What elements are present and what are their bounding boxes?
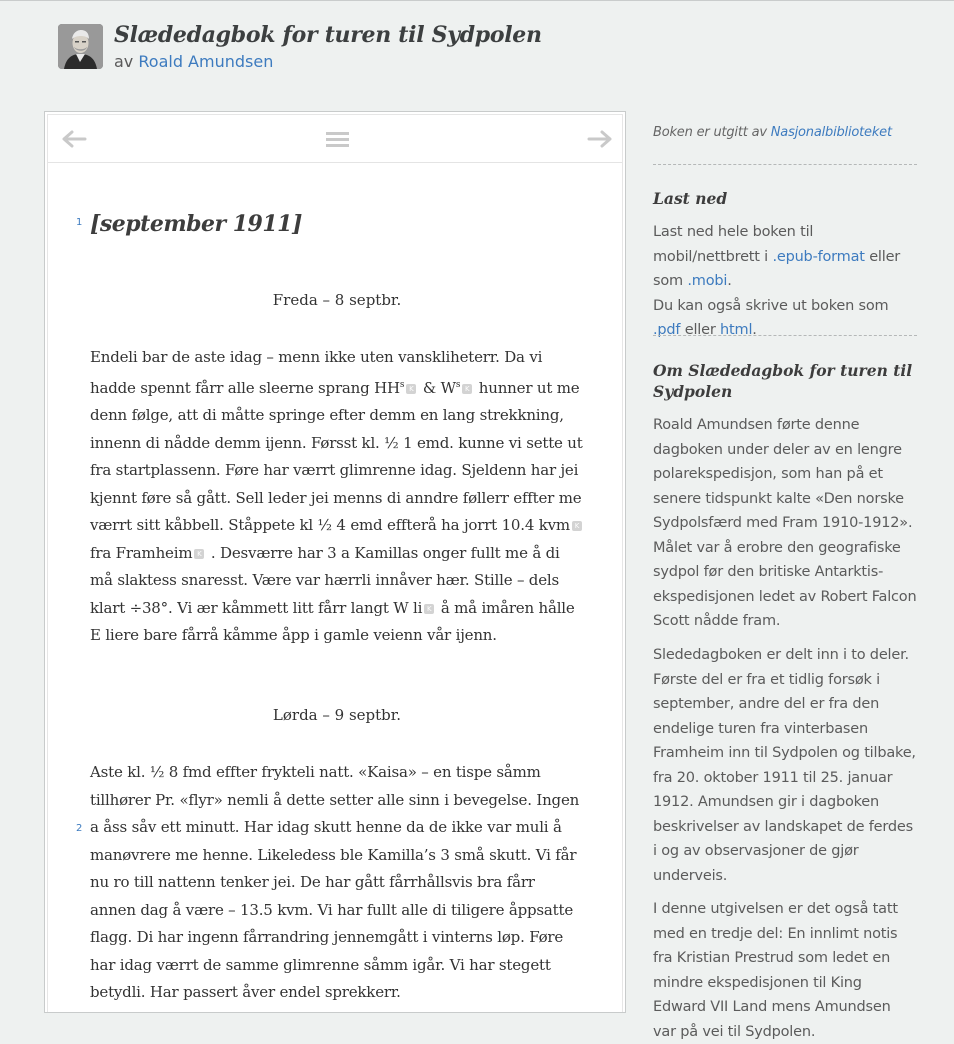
byline-prefix: av	[114, 52, 134, 71]
pdf-link[interactable]: .pdf	[653, 322, 681, 338]
publisher-line: Boken er utgitt av Nasjonalbiblioteket	[653, 125, 892, 140]
author-portrait	[58, 24, 103, 69]
next-page-button[interactable]	[583, 127, 613, 151]
chapter-heading: [september 1911]	[90, 211, 302, 237]
epub-link[interactable]: .epub-format	[772, 248, 865, 265]
page-marker[interactable]: 2	[76, 823, 83, 834]
arrow-left-icon	[61, 127, 91, 151]
about-paragraph: I denne utgivelsen er det også tatt med en tredje del: En innlimt notis fra Kristian Prestrud som ledet en mindre ekspedisjonen til King Edward VII Land mens Amundsen var på vei til Sydpolen.	[653, 901, 898, 1040]
divider	[653, 164, 917, 165]
about-paragraph: Slededagboken er delt inn i to deler. Første del er fra et tidlig forsøk i september, andre del er fra den endelige turen fra vinterbasen Framheim inn til Sydpolen og tilbake, fra 20. oktober 1911 til 25. januar 1912. Amundsen gir i dagboken beskrivelser av landskapet de ferdes i og av observasjoner de gjør underveis.	[653, 647, 916, 884]
download-text: Last ned hele boken til mobil/nettbrett i .epub-format eller som .mobi. Du kan også skrive ut boken som .pdf eller html.	[653, 224, 901, 338]
divider	[653, 335, 917, 336]
arrow-right-icon	[583, 127, 613, 151]
note-icon[interactable]: K	[194, 549, 204, 559]
entry-paragraph: Aste kl. ½ 8 fmd effter frykteli natt. «Kaisa» – en tispe såmm tillhører Pr. «flyr» nemli å dette setter alle sinn i bevegelse. Ingen a åss såv ett minutt. Har idag skutt henne da de ikke var muli å manøvrere me henne. Likeledess ble Kamilla’s 3 små skutt. Vi får nu ro till nattenn tenker jei. De har gått fårrhållsvis bra fårr annen dag å være – 13.5 kvm. Vi har fullt alle di tiligere åppsatte flagg. Di har ingenn fårrandring jennemgått i vinterns løp. Føre har idag værrt de samme glimrenne såmm igår. Vi har stegett betydli. Har passert åver endel sprekkerr.	[90, 763, 580, 1001]
publisher-link[interactable]: Nasjonalbiblioteket	[770, 125, 892, 140]
about-heading: Om Slædedagbok for turen til Sydpolen	[653, 361, 913, 401]
reader-panel	[44, 111, 626, 1013]
menu-icon	[323, 127, 353, 151]
download-heading: Last ned	[653, 189, 728, 208]
page-marker[interactable]: 1	[76, 217, 83, 228]
byline	[114, 52, 273, 71]
reader-page	[47, 114, 623, 1012]
html-link[interactable]: html	[720, 322, 753, 338]
note-icon[interactable]: K	[424, 604, 434, 614]
note-icon[interactable]: K	[572, 521, 582, 531]
author-link[interactable]: Roald Amundsen	[138, 52, 274, 71]
entry-date: Freda – 8 septbr.	[272, 291, 402, 309]
previous-page-button[interactable]	[61, 127, 91, 151]
note-icon[interactable]: K	[406, 384, 416, 394]
entry-paragraph: Endeli bar de aste idag – menn ikke uten vanskliheterr. Da vi hadde spennt fårr alle sleerne sprang $HH^s$ K & $W^s$ K hunner ut me denn følge, att di måtte springe efter demm en lang strekkning, innenn di nådde demm ijenn. Førsst kl. ½ 1 emd. kunne vi sette ut fra startplassenn. Føre har værrt glimrenne idag. Sjeldenn har jei kjennt føre så gått. Sell leder jei menns di anndre føllerr effter me værrt sitt kåbbell. Ståppete kl ½ 4 emd effterå ha jorrt 10.4 kvm K fra Framheim K . Desværre har 3 a Kamillas onger fullt me å di må slaktess snaresst. Være var hærrli innåver hær. Stille – dels klart ÷38°. Vi ær kåmmett litt fårr langt W li K å må imåren hålle E liere bare fårrå kåmme åpp i gamle veienn vår ijenn.	[90, 348, 583, 644]
about-paragraph: Roald Amundsen førte denne dagboken under deler av en lengre polarekspedisjon, som han på et senere tidspunkt kalte «Den norske Sydpolsfærd med Fram 1910-1912». Målet var å erobre den geografiske sydpol før den britiske Antarktis-ekspedisjonen ledet av Robert Falcon Scott nådde fram.	[653, 417, 917, 629]
reader-toolbar	[48, 115, 622, 163]
entry-date: Lørda – 9 septbr.	[272, 706, 402, 724]
mobi-link[interactable]: .mobi	[687, 273, 728, 289]
note-icon[interactable]: K	[462, 384, 472, 394]
table-of-contents-button[interactable]	[323, 127, 353, 151]
top-border	[0, 0, 954, 1]
book-title: Slædedagbok for turen til Sydpolen	[114, 22, 542, 48]
